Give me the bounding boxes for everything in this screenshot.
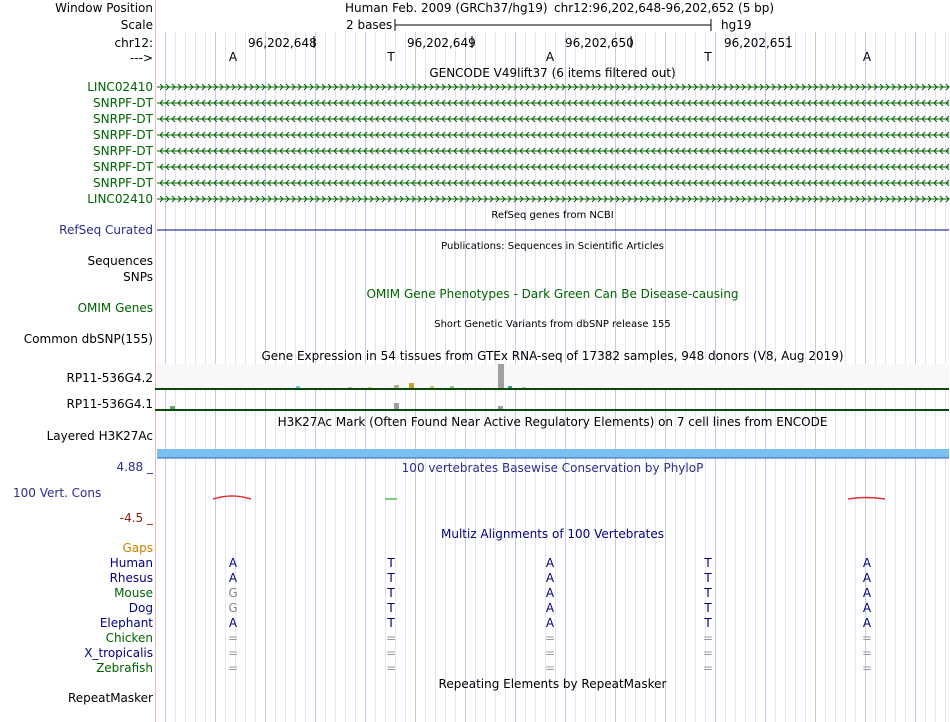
gtex-panel	[157, 364, 949, 389]
alignment-base: A	[228, 571, 238, 585]
sequence-base: T	[387, 50, 395, 64]
h3k27ac-signal	[157, 449, 949, 458]
alignment-base: G	[228, 586, 238, 600]
gtex-tissue-bar	[430, 386, 434, 388]
alignment-base: A	[862, 556, 872, 570]
alignment-base: =	[544, 661, 556, 675]
species-label[interactable]: Zebrafish	[96, 661, 153, 675]
gencode-gene-label[interactable]: SNRPF-DT	[93, 144, 153, 158]
alignment-base: T	[387, 616, 395, 630]
species-label[interactable]: Human	[109, 556, 153, 570]
ruler-tick-label: 96,202,649	[407, 36, 476, 50]
alignment-base: G	[228, 601, 238, 615]
h3k27ac-track-title[interactable]: H3K27Ac Mark (Often Found Near Active Regulatory Elements) on 7 cell lines from ENCODE	[277, 415, 828, 429]
refseq-curated-label[interactable]: RefSeq Curated	[59, 223, 153, 237]
gtex-tissue-bar	[368, 387, 372, 388]
repeatmasker-label[interactable]: RepeatMasker	[67, 691, 153, 705]
sequence-base: A	[228, 50, 238, 64]
alignment-base: T	[387, 601, 395, 615]
sequence-base: T	[704, 50, 712, 64]
species-label[interactable]: Mouse	[114, 586, 153, 600]
gencode-gene-label[interactable]: SNRPF-DT	[93, 96, 153, 110]
gtex-tissue-bar	[522, 387, 526, 388]
omim-track-title[interactable]: OMIM Gene Phenotypes - Dark Green Can Be Disease-causing	[366, 287, 739, 301]
gtex-tissue-bar	[508, 386, 512, 388]
alignment-base: A	[862, 601, 872, 615]
phylop-label[interactable]: 100 Vert. Cons	[13, 486, 102, 500]
alignment-base: A	[228, 556, 238, 570]
gtex-tissue-bar	[394, 385, 399, 388]
strand-arrow-label: --->	[129, 51, 153, 65]
alignment-base: A	[545, 571, 555, 585]
scale-text: 2 bases	[346, 18, 393, 32]
alignment-base: =	[227, 646, 239, 660]
alignment-base: =	[227, 631, 239, 645]
gencode-gene-label[interactable]: SNRPF-DT	[93, 128, 153, 142]
position-readout: chr12:96,202,648-96,202,652 (5 bp)	[554, 1, 775, 15]
gaps-label[interactable]: Gaps	[122, 541, 153, 555]
alignment-base: A	[228, 616, 238, 630]
alignment-base: =	[544, 631, 556, 645]
ruler-tick-label: 96,202,650	[565, 36, 634, 50]
species-label[interactable]: Chicken	[105, 631, 153, 645]
sequence-base: A	[862, 50, 872, 64]
scale-label: Scale	[120, 18, 153, 32]
multiz-track-title[interactable]: Multiz Alignments of 100 Vertebrates	[440, 527, 665, 541]
alignment-base: A	[862, 586, 872, 600]
phylop-max-label: 4.88 _	[116, 460, 153, 474]
gencode-gene-label[interactable]: SNRPF-DT	[93, 160, 153, 174]
phylop-min-label: -4.5 _	[119, 511, 153, 525]
publications-snps-label[interactable]: SNPs	[123, 270, 153, 284]
alignment-base: =	[702, 661, 714, 675]
repeatmasker-track-title[interactable]: Repeating Elements by RepeatMasker	[438, 677, 667, 691]
alignment-base: T	[704, 571, 712, 585]
alignment-base: T	[387, 571, 395, 585]
species-label[interactable]: Elephant	[99, 616, 153, 630]
alignment-base: T	[704, 616, 712, 630]
refseq-track-title[interactable]: RefSeq genes from NCBI	[491, 210, 614, 221]
phylop-track-title[interactable]: 100 vertebrates Basewise Conservation by PhyloP	[401, 461, 704, 475]
alignment-base: =	[702, 631, 714, 645]
gtex-tissue-bar	[409, 383, 414, 388]
gencode-gene-label[interactable]: LINC02410	[87, 80, 153, 94]
alignment-base: =	[544, 646, 556, 660]
alignment-base: T	[387, 556, 395, 570]
alignment-base: T	[704, 586, 712, 600]
species-label[interactable]: X_tropicalis	[84, 646, 153, 660]
publications-track-title[interactable]: Publications: Sequences in Scientific Articles	[441, 241, 664, 252]
alignment-base: =	[385, 661, 397, 675]
alignment-base: A	[862, 571, 872, 585]
species-label[interactable]: Dog	[128, 601, 153, 615]
alignment-base: A	[545, 556, 555, 570]
gtex-tissue-bar	[450, 386, 454, 388]
alignment-base: =	[385, 646, 397, 660]
db-label: hg19	[721, 18, 752, 32]
ruler-tick-label: 96,202,648	[248, 36, 317, 50]
phylop-peak	[848, 498, 885, 500]
publications-sequences-label[interactable]: Sequences	[87, 254, 153, 268]
gtex-tissue-bar	[498, 406, 503, 409]
alignment-base: =	[385, 631, 397, 645]
window-position-label: Window Position	[55, 1, 153, 15]
sequence-base: A	[545, 50, 555, 64]
gtex-gene-label[interactable]: RP11-536G4.1	[66, 397, 153, 411]
alignment-base: =	[861, 631, 873, 645]
chrom-label: chr12:	[114, 36, 153, 50]
gencode-gene-label[interactable]: LINC02410	[87, 192, 153, 206]
alignment-base: A	[545, 616, 555, 630]
dbsnp-label[interactable]: Common dbSNP(155)	[23, 332, 153, 346]
alignment-base: =	[702, 646, 714, 660]
gencode-gene-label[interactable]: SNRPF-DT	[93, 112, 153, 126]
species-label[interactable]: Rhesus	[109, 571, 153, 585]
dbsnp-track-title[interactable]: Short Genetic Variants from dbSNP release 155	[434, 319, 671, 330]
alignment-base: =	[227, 661, 239, 675]
ruler-tick-label: 96,202,651	[724, 36, 793, 50]
alignment-base: =	[861, 646, 873, 660]
alignment-base: =	[861, 661, 873, 675]
gtex-tissue-bar	[348, 387, 352, 388]
phylop-peak	[213, 496, 251, 499]
alignment-base: T	[704, 601, 712, 615]
alignment-base: T	[387, 586, 395, 600]
omim-genes-label[interactable]: OMIM Genes	[77, 301, 153, 315]
alignment-base: A	[862, 616, 872, 630]
gtex-tissue-bar	[170, 406, 175, 409]
alignment-base: A	[545, 586, 555, 600]
gencode-track-title[interactable]: GENCODE V49lift37 (6 items filtered out)	[429, 66, 676, 80]
gtex-tissue-bar	[296, 386, 300, 388]
gtex-tissue-bar	[394, 403, 399, 409]
gencode-gene-label[interactable]: SNRPF-DT	[93, 176, 153, 190]
gtex-gene-label[interactable]: RP11-536G4.2	[66, 371, 153, 385]
assembly-title: Human Feb. 2009 (GRCh37/hg19)	[345, 1, 548, 15]
h3k27ac-label[interactable]: Layered H3K27Ac	[46, 429, 153, 443]
gtex-tissue-bar	[498, 364, 504, 388]
alignment-base: A	[545, 601, 555, 615]
alignment-base: T	[704, 556, 712, 570]
gtex-track-title[interactable]: Gene Expression in 54 tissues from GTEx RNA-seq of 17382 samples, 948 donors (V8, Aug 2019)	[261, 349, 844, 363]
